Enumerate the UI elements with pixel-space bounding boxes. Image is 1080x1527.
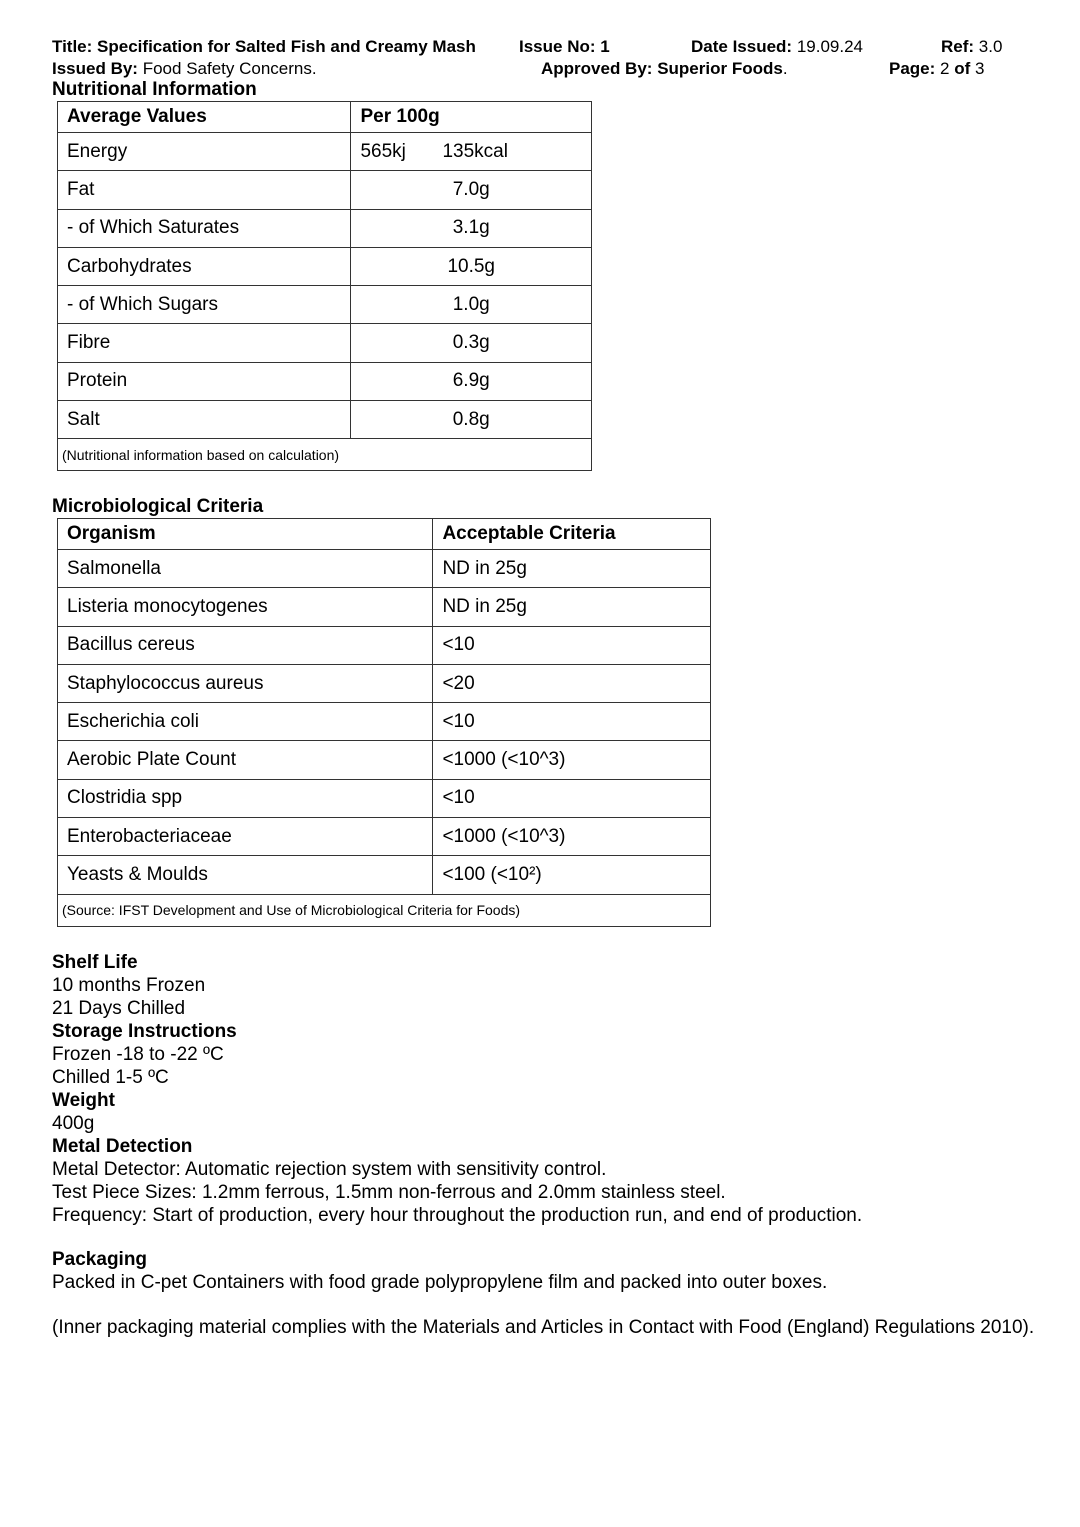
packaging-note: (Inner packaging material complies with the Materials and Articles in Contact with Food (England) Regulations 2010). [52,1317,1035,1338]
spec-details [52,951,1042,1227]
table-row [58,664,711,702]
packaging-heading: Packaging [52,1249,148,1270]
nutrition-note: (Nutritional information based on calculation) [58,439,592,471]
organism: Listeria monocytogenes [58,588,433,626]
storage-heading: Storage Instructions [52,1021,237,1042]
row-value: 10.5g [351,247,592,285]
page-total: 3 [975,59,985,78]
title-label: Title: [52,37,93,56]
table-note-row [58,894,711,926]
page-of: of [954,59,971,78]
criteria: <10 [433,779,711,817]
packaging-text: Packed in C-pet Containers with food grade polypropylene film and packed into outer boxes. [52,1272,828,1293]
issued-by-value: Food Safety Concerns. [142,59,317,78]
organism: Staphylococcus aureus [58,664,433,702]
criteria: ND in 25g [433,550,711,588]
column-header: Organism [58,519,433,550]
row-value: 0.8g [351,401,592,439]
column-header: Per 100g [351,102,592,133]
storage-frozen: Frozen -18 to -22 ºC [52,1044,224,1065]
ref-label: Ref: [941,37,975,56]
table-row [58,588,711,626]
issued-by [52,59,317,79]
row-value: 0.3g [351,324,592,362]
packaging-section [52,1248,1042,1339]
micro-table [57,518,711,927]
column-header: Acceptable Criteria [433,519,711,550]
table-note-row [58,439,592,471]
storage-chilled: Chilled 1-5 ºC [52,1067,169,1088]
page-label: Page: [889,59,936,78]
row-label: Carbohydrates [58,247,351,285]
organism: Bacillus cereus [58,626,433,664]
criteria: <100 (<10²) [433,856,711,894]
issue-no-value: 1 [600,37,610,56]
table-row [58,286,592,324]
table-row [58,133,592,171]
date-issued [691,37,863,57]
table-row [58,626,711,664]
table-row [58,779,711,817]
date-issued-label: Date Issued: [691,37,793,56]
ref-value: 3.0 [978,37,1003,56]
organism: Escherichia coli [58,703,433,741]
table-header-row [58,519,711,550]
page-number [889,59,984,79]
row-value: 3.1g [351,209,592,247]
row-label: Salt [58,401,351,439]
table-row [58,741,711,779]
weight-value: 400g [52,1113,95,1134]
shelf-life-heading: Shelf Life [52,952,138,973]
approved-by [541,59,788,79]
metal-detector-text: Metal Detector: Automatic rejection system with sensitivity control. [52,1159,607,1180]
ref [941,37,1002,57]
table-row [58,247,592,285]
row-label: - of Which Sugars [58,286,351,324]
frequency-text: Frequency: Start of production, every hour throughout the production run, and end of production. [52,1205,863,1226]
metal-detection-heading: Metal Detection [52,1136,193,1157]
micro-section-title: Microbiological Criteria [52,496,264,517]
shelf-life-chilled: 21 Days Chilled [52,998,186,1019]
table-header-row [58,102,592,133]
approved-by-label: Approved By: [541,59,653,78]
row-label: Protein [58,362,351,400]
row-label: Energy [58,133,351,171]
row-label: - of Which Saturates [58,209,351,247]
organism: Clostridia spp [58,779,433,817]
issue-no [519,37,610,57]
criteria: <20 [433,664,711,702]
date-issued-value: 19.09.24 [796,37,864,56]
table-row [58,818,711,856]
organism: Aerobic Plate Count [58,741,433,779]
criteria: <1000 (<10^3) [433,818,711,856]
energy-values [351,133,592,171]
row-value: 6.9g [351,362,592,400]
table-row [58,171,592,209]
table-row [58,550,711,588]
doc-title [52,37,476,57]
column-header: Average Values [58,102,351,133]
organism: Salmonella [58,550,433,588]
shelf-life-frozen: 10 months Frozen [52,975,206,996]
nutrition-section-title: Nutritional Information [52,79,257,100]
table-row [58,362,592,400]
row-label: Fat [58,171,351,209]
test-piece-text: Test Piece Sizes: 1.2mm ferrous, 1.5mm non-ferrous and 2.0mm stainless steel. [52,1182,726,1203]
approved-by-value: Superior Foods [657,59,783,78]
micro-note: (Source: IFST Development and Use of Microbiological Criteria for Foods) [58,894,711,926]
title-value: Specification for Salted Fish and Creamy Mash [97,37,476,56]
criteria: <10 [433,703,711,741]
nutrition-table [57,101,592,471]
criteria: <1000 (<10^3) [433,741,711,779]
table-row [58,856,711,894]
organism: Yeasts & Moulds [58,856,433,894]
issue-no-label: Issue No: [519,37,596,56]
weight-heading: Weight [52,1090,115,1111]
row-value: 1.0g [351,286,592,324]
table-row [58,703,711,741]
table-row [58,209,592,247]
row-value: 7.0g [351,171,592,209]
energy-kcal: 135kcal [442,140,508,162]
criteria: ND in 25g [433,588,711,626]
criteria: <10 [433,626,711,664]
page-current: 2 [940,59,950,78]
energy-kj: 565kj [360,140,406,162]
issued-by-label: Issued By: [52,59,138,78]
organism: Enterobacteriaceae [58,818,433,856]
table-row [58,401,592,439]
approved-by-suffix: . [782,59,788,78]
table-row [58,324,592,362]
row-label: Fibre [58,324,351,362]
